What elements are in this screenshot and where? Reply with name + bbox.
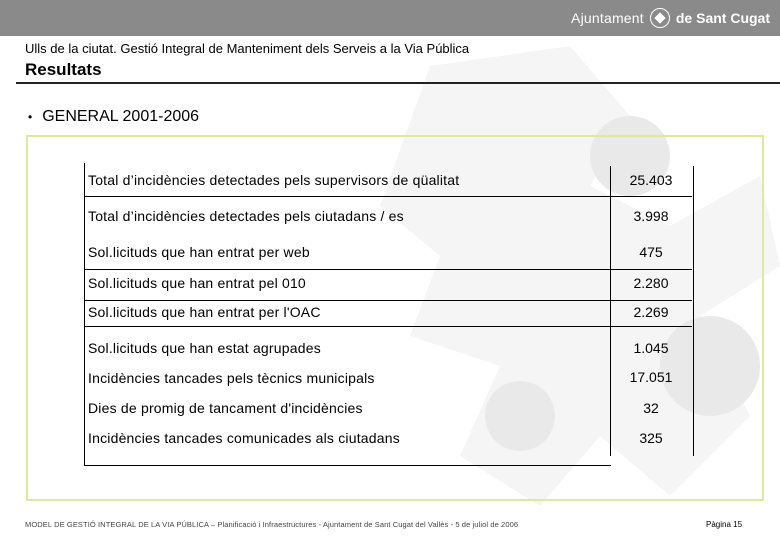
page-title: Resultats [25, 60, 102, 79]
table-row-label: Dies de promig de tancament d'incidències [88, 400, 363, 416]
table-row-label: Incidències tancades pels tècnics municipals [88, 370, 375, 386]
table-row-label: Incidències tancades comunicades als ciutadans [88, 430, 400, 446]
table-row-value: 1.045 [633, 340, 669, 356]
table-row-value: 25.403 [629, 172, 673, 188]
table-row-value: 2.269 [633, 304, 669, 320]
table-row-label: Sol.licituds que han entrat per web [88, 244, 310, 260]
footer-text: MODEL DE GESTIÓ INTEGRAL DE LA VIA PÚBLICA – Planificació i Infraestructures - Ajuntament de Sant Cugat del Vallès - 5 de juliol de 2006 [25, 520, 519, 529]
table-row-value: 32 [643, 400, 659, 416]
table-row-value: 325 [639, 430, 663, 446]
table-row-value: 17.051 [629, 369, 673, 385]
document-subtitle: Ulls de la ciutat. Gestió Integral de Manteniment dels Serveis a la Via Pública [25, 41, 470, 56]
row-divider [84, 196, 692, 197]
page-number: Pàgina 15 [706, 520, 743, 529]
row-divider [84, 300, 692, 301]
table-row-value: 475 [639, 244, 663, 260]
table-row-label: Sol.licituds que han estat agrupades [88, 340, 321, 356]
row-divider [84, 326, 692, 327]
logo-text-santcugat: de Sant Cugat [675, 10, 770, 26]
table-row-value: 2.280 [633, 275, 669, 291]
seal-icon [650, 8, 670, 28]
section-heading-text: GENERAL 2001-2006 [42, 108, 200, 125]
section-heading [28, 108, 199, 126]
row-divider [84, 269, 692, 270]
ajuntament-logo [571, 7, 770, 29]
table-row-label: Total d’incidències detectades pels supervisors de qüalitat [88, 172, 460, 188]
logo-text-ajuntament: Ajuntament [571, 10, 644, 26]
table-row-value: 3.998 [633, 208, 669, 224]
title-rule [16, 82, 780, 84]
table-row-label: Total d’incidències detectades pels ciutadans / es [88, 208, 404, 224]
header-bar [0, 0, 780, 36]
bullet-icon: • [28, 110, 33, 124]
table-row-label: Sol.licituds que han entrat pel 010 [88, 275, 306, 291]
table-row-label: Sol.licituds que han entrat per l'OAC [88, 304, 321, 320]
